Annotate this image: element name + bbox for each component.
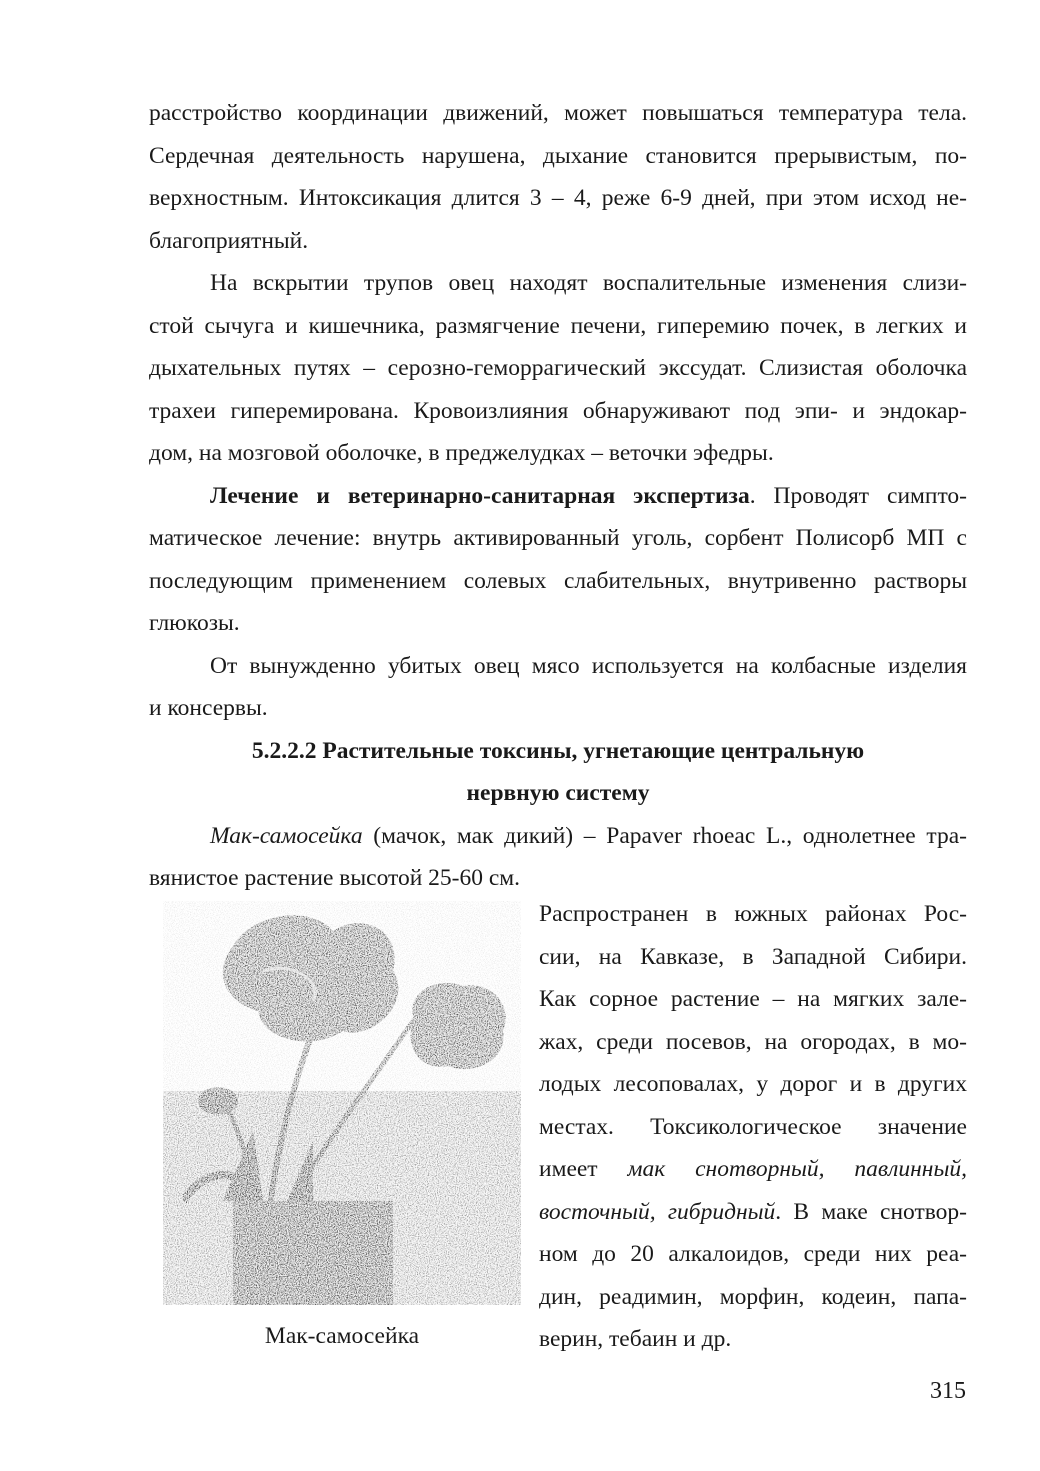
lead-rest: . Проводят симпто- — [749, 482, 967, 509]
text-line: сии, на Кавказе, в Западной Сибири. — [539, 943, 967, 970]
page-body — [149, 92, 967, 900]
italic-lead: Мак-самосейка — [210, 822, 363, 849]
text-line: ном до 20 алкалоидов, среди них реа- — [539, 1241, 967, 1267]
text-line: и консервы. — [149, 695, 268, 721]
text-line — [539, 1191, 967, 1234]
bold-lead: Лечение и ветеринарно-санитарная экспертиза — [210, 482, 750, 509]
text-line: Как сорное растение – на мягких зале- — [539, 986, 967, 1012]
figure-block — [149, 893, 967, 1363]
text-line: верин, тебаин и др. — [539, 1326, 732, 1352]
text-line: вянистое растение высотой 25-60 см. — [149, 865, 521, 891]
text-line: местах. Токсикологическое значение — [539, 1113, 967, 1140]
line-lead: имеет — [539, 1156, 628, 1182]
text-line: благоприятный. — [149, 227, 309, 254]
line-rest: . В маке снотвор- — [775, 1198, 967, 1225]
text-line: трахеи гиперемирована. Кровоизлияния обнаруживают под эпи- и эндокар- — [149, 397, 967, 424]
figure-caption: Мак-самосейка — [264, 1323, 420, 1349]
page-number: 315 — [930, 1378, 966, 1404]
text-line: расстройство координации движений, может повышаться температура тела. — [149, 100, 967, 126]
side-paragraph — [539, 893, 967, 1361]
text-line: На вскрытии трупов овец находят воспалительные изменения слизи- — [210, 270, 967, 296]
text-line: лодых лесоповалах, у дорог и в других — [539, 1071, 967, 1097]
text-line: дом, на мозговой оболочке, в преджелудках – веточки эфедры. — [149, 440, 774, 466]
lead-rest: (мачок, мак дикий) – Papaver rhoeac L., однолетнее тра- — [362, 822, 967, 849]
text-line: стой сычуга и кишечника, размягчение печени, гиперемию почек, в легких и — [149, 312, 967, 339]
italic-species: мак снотворный, павлинный, — [627, 1156, 967, 1182]
poppy-drawing — [163, 901, 521, 1305]
section-heading-line-1: 5.2.2.2 Растительные токсины, угнетающие центральную — [251, 737, 865, 764]
text-line: последующим применением солевых слабительных, внутривенно растворы — [149, 567, 967, 594]
text-line: Сердечная деятельность нарушена, дыхание становится прерывистым, по- — [149, 142, 967, 169]
text-line — [149, 475, 967, 518]
italic-species: восточный, гибридный — [539, 1198, 776, 1225]
text-line: глюкозы. — [149, 610, 240, 636]
text-line: верхностным. Интоксикация длится 3 – 4, реже 6-9 дней, при этом исход не- — [149, 185, 967, 211]
text-line — [149, 815, 967, 858]
section-heading-line-2: нервную систему — [466, 780, 650, 806]
text-line: матическое лечение: внутрь активированный уголь, сорбент Полисорб МП с — [149, 525, 967, 551]
text-line: дин, реадимин, морфин, кодеин, папа- — [539, 1283, 967, 1310]
text-line: дыхательных путях – серозно-геморрагический экссудат. Слизистая оболочка — [149, 355, 967, 381]
text-line: Распространен в южных районах Рос- — [539, 901, 967, 927]
text-line — [539, 1148, 967, 1191]
poppy-illustration — [163, 901, 521, 1305]
text-line: От вынужденно убитых овец мясо используется на колбасные изделия — [210, 652, 967, 679]
text-line: жах, среди посевов, на огородах, в мо- — [539, 1028, 967, 1055]
